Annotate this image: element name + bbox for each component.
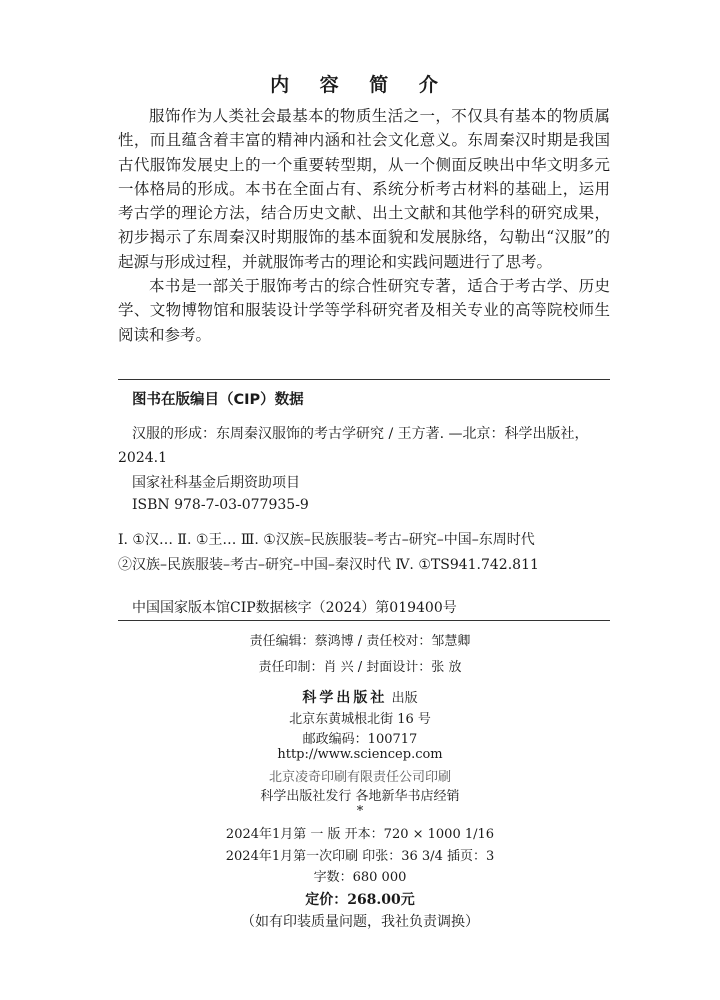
printing-line: 2024年1月第一次印刷 印张：36 3/4 插页：3	[225, 849, 495, 864]
cip-classification	[118, 528, 618, 578]
divider-top	[118, 379, 610, 380]
cip-heading: 图书在版编目（CIP）数据	[132, 392, 304, 408]
quality-notice: （如有印装质量问题，我社负责调换）	[241, 914, 479, 930]
cip-fund: 国家社科基金后期资助项目	[132, 475, 300, 491]
publisher-line	[0, 687, 720, 707]
publisher-suffix: 出版	[391, 691, 418, 706]
printer-line: 北京凌奇印刷有限责任公司印刷	[268, 770, 451, 785]
price: 定价：268.00元	[305, 892, 415, 908]
summary-paragraph-1: 服饰作为人类社会最基本的物质生活之一，不仅具有基本的物质属性，而且蕴含着丰富的精神内涵和社会文化意义。东周秦汉时期是我国古代服饰发展史上的一个重要转型期，从一个侧面反映出中华文明多元一体格局的形成。本书在全面占有、系统分析考古材料的基础上，运用考古学的理论方法，结合历史文献、出土文献和其他学科的研究成果，初步揭示了东周秦汉时期服饰的基本面貌和发展脉络，勾勒出“汉服”的起源与形成过程，并就服饰考古的理论和实践问题进行了思考。	[118, 107, 610, 271]
summary-body	[118, 104, 610, 347]
cip-record-block	[118, 422, 612, 470]
word-count: 字数：680 000	[313, 870, 407, 885]
editor-credits: 责任编辑：蔡鸿博 / 责任校对：邹慧卿	[249, 634, 471, 649]
print-credits: 责任印制：肖 兴 / 封面设计：张 放	[258, 660, 462, 675]
distribution-line: 科学出版社发行 各地新华书店经销	[260, 789, 460, 804]
summary-paragraph-2: 本书是一部关于服饰考古的综合性研究专著，适合于考古学、历史学、文物博物馆和服装设计学等学科研究者及相关专业的高等院校师生阅读和参考。	[118, 277, 610, 344]
divider-bottom	[118, 620, 610, 621]
publisher-name: 科学出版社	[302, 690, 388, 706]
cip-isbn: ISBN 978-7-03-077935-9	[132, 497, 309, 513]
edition-line: 2024年1月第 一 版 开本：720 × 1000 1/16	[225, 827, 495, 842]
cip-classification-line-2: ②汉族–民族服装–考古–研究–中国–秦汉时代 Ⅳ. ①TS941.742.811	[118, 557, 539, 573]
cip-record: 汉服的形成：东周秦汉服饰的考古学研究 / 王方著. —北京：科学出版社，2024.1	[118, 426, 589, 466]
publisher-postcode: 邮政编码：100717	[302, 732, 418, 747]
cip-data-number: 中国国家版本馆CIP数据核字（2024）第019400号	[132, 600, 457, 616]
cip-classification-line-1: Ⅰ. ①汉… Ⅱ. ①王… Ⅲ. ①汉族–民族服装–考古–研究–中国–东周时代	[118, 532, 535, 548]
separator-star: *	[356, 804, 364, 819]
publisher-address: 北京东黄城根北街 16 号	[289, 712, 431, 727]
summary-heading: 内 容 简 介	[270, 74, 450, 96]
publisher-url: http://www.sciencep.com	[277, 747, 443, 762]
